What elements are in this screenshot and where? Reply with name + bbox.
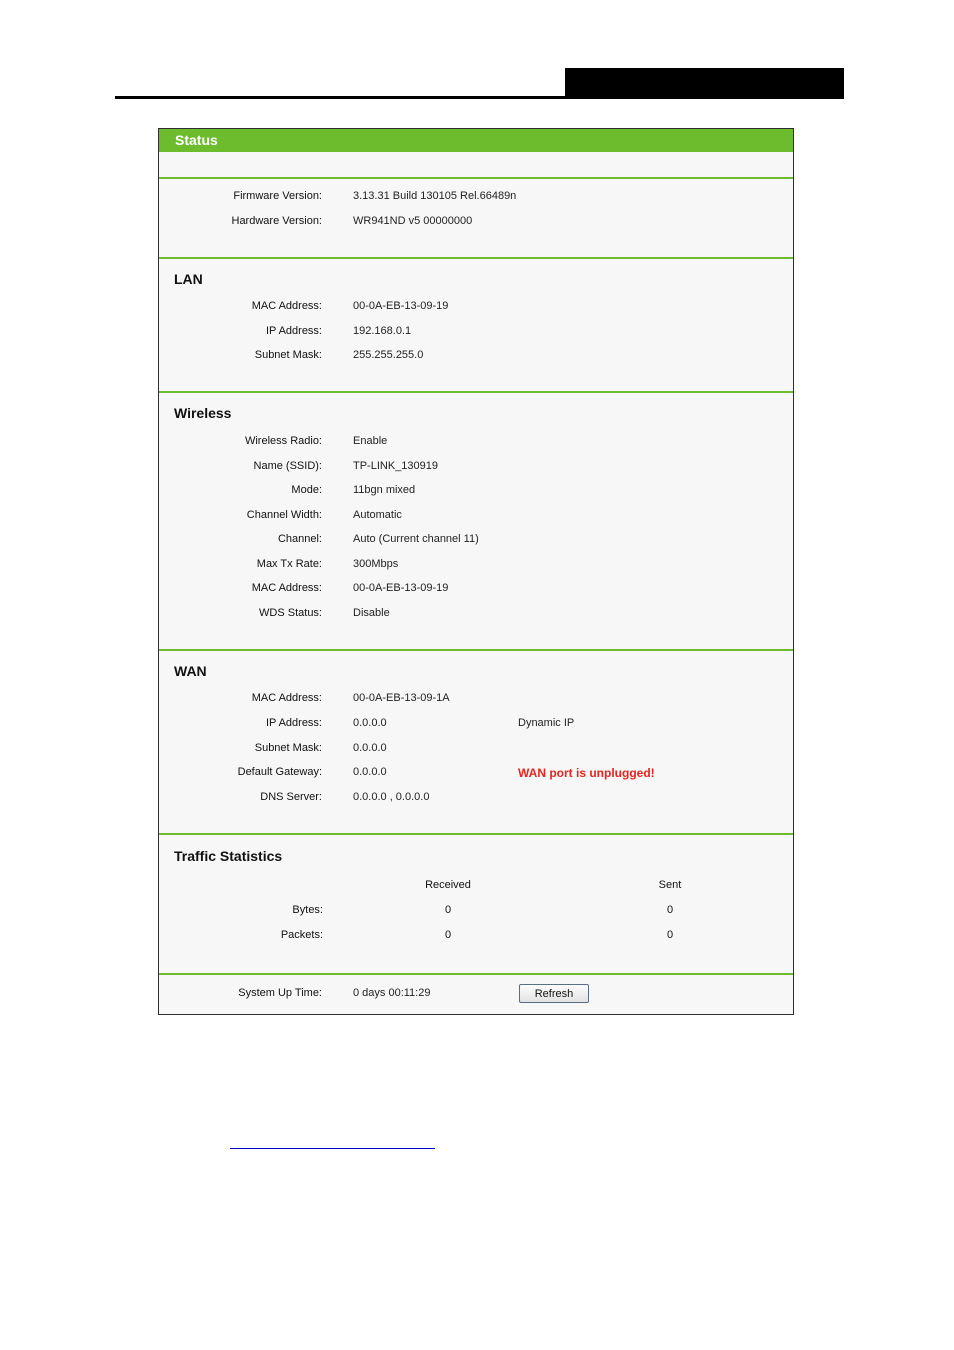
wireless-mac-value: 00-0A-EB-13-09-19: [353, 582, 449, 594]
wan-subnet-label: Subnet Mask:: [254, 742, 322, 754]
lan-subnet-value: 255.255.255.0: [353, 349, 424, 361]
wan-dns-value: 0.0.0.0 , 0.0.0.0: [353, 791, 430, 803]
section-divider: [159, 649, 793, 651]
wireless-mode-label: Mode:: [291, 484, 322, 496]
lan-subnet-label: Subnet Mask:: [254, 349, 322, 361]
wan-mac-value: 00-0A-EB-13-09-1A: [353, 692, 450, 704]
wan-mac-label: MAC Address:: [251, 692, 322, 704]
traffic-bytes-sent: 0: [666, 904, 674, 916]
refresh-button[interactable]: Refresh: [519, 984, 589, 1003]
traffic-col-received: Received: [425, 879, 471, 891]
hardware-version-label: Hardware Version:: [231, 215, 322, 227]
traffic-packets-label: Packets:: [280, 929, 323, 941]
wireless-ssid-value: TP-LINK_130919: [353, 460, 438, 472]
firmware-version-label: Firmware Version:: [233, 190, 322, 202]
lan-mac-label: MAC Address:: [251, 300, 322, 312]
wireless-radio-value: Enable: [353, 435, 388, 447]
wireless-wds-label: WDS Status:: [259, 607, 322, 619]
wireless-title: Wireless: [174, 405, 232, 421]
section-divider: [159, 973, 793, 975]
wireless-wds-value: Disable: [353, 607, 390, 619]
traffic-bytes-received: 0: [444, 904, 452, 916]
traffic-packets-received: 0: [444, 929, 452, 941]
hardware-version-value: WR941ND v5 00000000: [353, 215, 473, 227]
panel-title: Status: [159, 129, 793, 152]
wireless-ssid-label: Name (SSID):: [253, 460, 322, 472]
wireless-channel-label: Channel:: [277, 533, 322, 545]
lan-ip-label: IP Address:: [265, 325, 322, 337]
traffic-col-sent: Sent: [658, 879, 682, 891]
traffic-packets-sent: 0: [666, 929, 674, 941]
wireless-mac-label: MAC Address:: [251, 582, 322, 594]
traffic-title: Traffic Statistics: [174, 848, 283, 864]
uptime-value: 0 days 00:11:29: [353, 987, 431, 999]
wireless-max-tx-label: Max Tx Rate:: [256, 558, 322, 570]
wan-gateway-value: 0.0.0.0: [353, 766, 387, 778]
status-panel: [158, 128, 794, 1015]
wireless-max-tx-value: 300Mbps: [353, 558, 399, 570]
wan-ip-value: 0.0.0.0: [353, 717, 387, 729]
wireless-channel-value: Auto (Current channel 11): [353, 533, 479, 545]
wan-connection-type: Dynamic IP: [518, 717, 575, 729]
wan-ip-label: IP Address:: [265, 717, 322, 729]
wan-unplugged-warning: WAN port is unplugged!: [518, 766, 655, 780]
section-divider: [159, 177, 793, 179]
wireless-channel-width-value: Automatic: [353, 509, 402, 521]
wan-subnet-value: 0.0.0.0: [353, 742, 387, 754]
section-divider: [159, 833, 793, 835]
wireless-channel-width-label: Channel Width:: [246, 509, 322, 521]
lan-mac-value: 00-0A-EB-13-09-19: [353, 300, 449, 312]
hyperlink-underline[interactable]: [230, 1148, 435, 1149]
section-divider: [159, 257, 793, 259]
firmware-version-value: 3.13.31 Build 130105 Rel.66489n: [353, 190, 517, 202]
wireless-mode-value: 11bgn mixed: [353, 484, 416, 496]
uptime-label: System Up Time:: [238, 987, 322, 999]
wan-dns-label: DNS Server:: [260, 791, 322, 803]
traffic-bytes-label: Bytes:: [292, 904, 323, 916]
lan-ip-value: 192.168.0.1: [353, 325, 412, 337]
wireless-radio-label: Wireless Radio:: [244, 435, 322, 447]
header-block: [565, 68, 844, 99]
wan-gateway-label: Default Gateway:: [237, 766, 322, 778]
wan-title: WAN: [174, 663, 207, 679]
section-divider: [159, 391, 793, 393]
lan-title: LAN: [174, 271, 203, 287]
